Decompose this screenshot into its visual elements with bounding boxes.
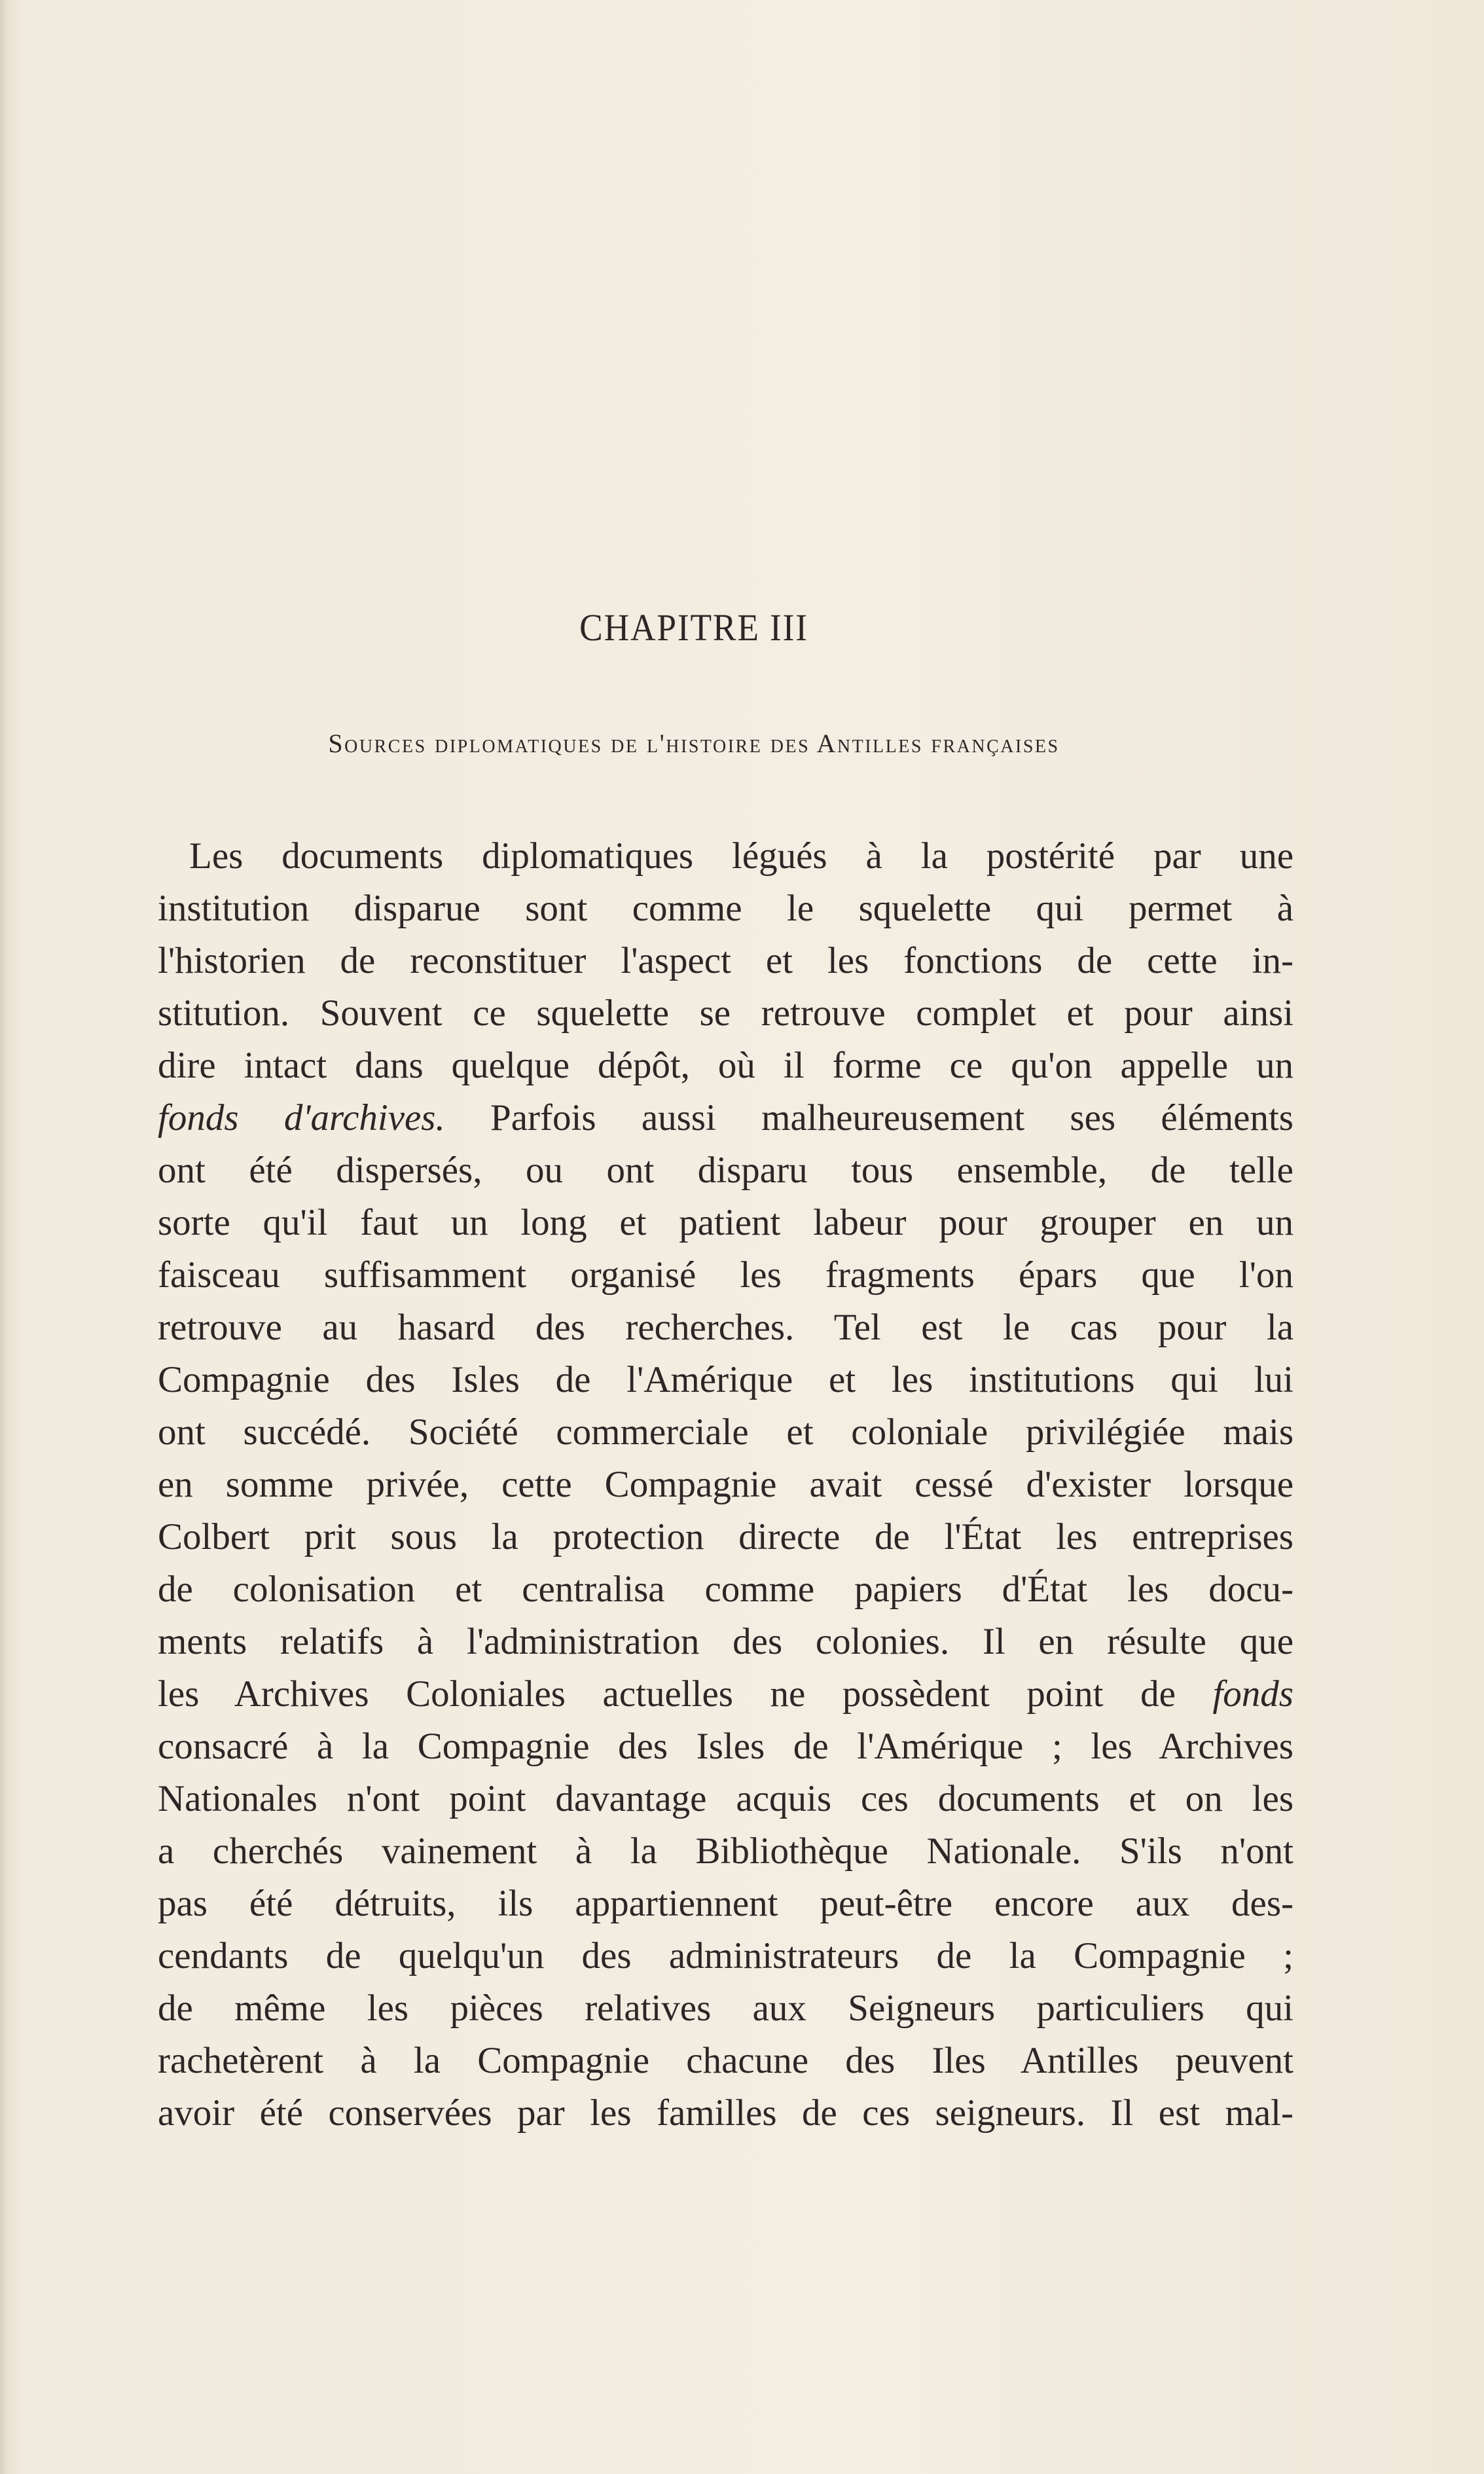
line-text: de même les pièces relatives aux Seigneurs particuliers qui <box>158 1988 1294 2029</box>
text-line <box>158 2035 1294 2087</box>
line-text: Nationales n'ont point davantage acquis ces documents et on les <box>158 1778 1294 1819</box>
body-text <box>158 830 1294 2139</box>
line-text: Les documents diplomatiques légués à la postérité par une <box>189 835 1294 877</box>
text-line <box>158 1249 1294 1301</box>
line-text: stitution. Souvent ce squelette se retrouve complet et pour ainsi <box>158 992 1294 1034</box>
chapter-subtitle: Sources diplomatiques de l'histoire des Antilles françaises <box>328 729 1060 758</box>
text-line <box>158 1354 1294 1406</box>
text-line <box>158 830 1294 882</box>
text-line <box>158 935 1294 987</box>
line-text: Parfois aussi malheureusement ses éléments <box>444 1097 1294 1138</box>
line-text: faisceau suffisamment organisé les fragments épars que l'on <box>158 1254 1294 1296</box>
text-line <box>158 1040 1294 1092</box>
text-line <box>158 987 1294 1040</box>
text-line <box>158 1301 1294 1354</box>
line-text: a cherchés vainement à la Bibliothèque Nationale. S'ils n'ont <box>158 1830 1294 1872</box>
text-line <box>158 1144 1294 1197</box>
text-line <box>158 1563 1294 1616</box>
text-line <box>158 2087 1294 2139</box>
text-line <box>158 1878 1294 1930</box>
italic-text: fonds <box>1212 1673 1294 1715</box>
text-line <box>158 1720 1294 1773</box>
line-text: retrouve au hasard des recherches. Tel est le cas pour la <box>158 1307 1294 1348</box>
chapter-heading: CHAPITRE III <box>579 606 808 649</box>
line-text: de colonisation et centralisa comme papiers d'État les docu- <box>158 1569 1294 1610</box>
text-line <box>158 1982 1294 2035</box>
line-text: rachetèrent à la Compagnie chacune des Iles Antilles peuvent <box>158 2040 1294 2081</box>
line-text: ments relatifs à l'administration des colonies. Il en résulte que <box>158 1621 1294 1662</box>
text-line <box>158 1616 1294 1668</box>
line-text: Colbert prit sous la protection directe de l'État les entreprises <box>158 1516 1294 1557</box>
text-line <box>158 1511 1294 1563</box>
line-text: consacré à la Compagnie des Isles de l'Amérique ; les Archives <box>158 1726 1294 1767</box>
text-line <box>158 1773 1294 1825</box>
line-text: les Archives Coloniales actuelles ne possèdent point de <box>158 1673 1213 1715</box>
line-text: ont été dispersés, ou ont disparu tous ensemble, de telle <box>158 1150 1294 1191</box>
line-text: Compagnie des Isles de l'Amérique et les institutions qui lui <box>158 1359 1294 1400</box>
text-line <box>158 1668 1294 1720</box>
text-line <box>158 1459 1294 1511</box>
text-line <box>158 1406 1294 1459</box>
line-text: sorte qu'il faut un long et patient labeur pour grouper en un <box>158 1202 1294 1243</box>
text-line <box>158 1092 1294 1144</box>
text-line <box>158 882 1294 935</box>
text-line <box>158 1197 1294 1249</box>
line-text: pas été détruits, ils appartiennent peut-être encore aux des- <box>158 1883 1294 1924</box>
line-text: ont succédé. Société commerciale et coloniale privilégiée mais <box>158 1411 1294 1453</box>
italic-text: fonds d'archives. <box>158 1097 445 1138</box>
line-text: institution disparue sont comme le squelette qui permet à <box>158 888 1294 929</box>
line-text: dire intact dans quelque dépôt, où il forme ce qu'on appelle un <box>158 1045 1294 1086</box>
text-line <box>158 1930 1294 1982</box>
line-text: cendants de quelqu'un des administrateurs de la Compagnie ; <box>158 1935 1294 1976</box>
line-text: en somme privée, cette Compagnie avait cessé d'exister lorsque <box>158 1464 1294 1505</box>
line-text: l'historien de reconstituer l'aspect et les fonctions de cette in- <box>158 940 1294 981</box>
text-line <box>158 1825 1294 1878</box>
line-text: avoir été conservées par les familles de ces seigneurs. Il est mal- <box>158 2092 1294 2134</box>
